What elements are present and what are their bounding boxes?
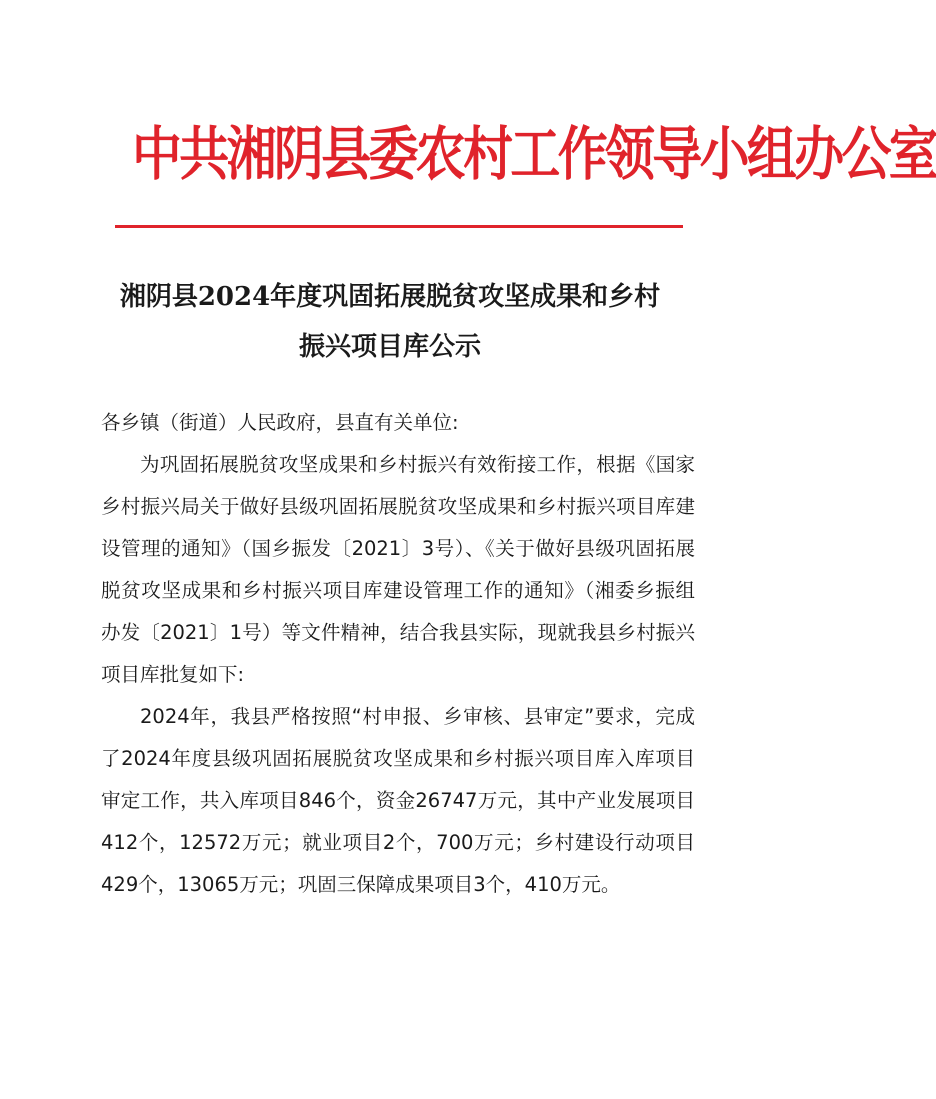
body-paragraph-1: 为巩固拓展脱贫攻坚成果和乡村振兴有效衔接工作，根据《国家乡村振兴局关于做好县级巩固拓展脱贫攻坚成果和乡村振兴项目库建设管理的通知》（国乡振发〔2021〕3号）、《关于做好县级巩固拓展脱贫攻坚成果和乡村振兴项目库建设管理工作的通知》（湘委乡振组办发〔2021〕1号）等文件精神，结合我县实际，现就我县乡村振兴项目库批复如下: xyxy=(101,453,695,686)
document-title xyxy=(80,272,700,372)
title-line-2: 振兴项目库公示 xyxy=(298,332,481,362)
body-paragraph-2: 2024年，我县严格按照“村申报、乡审核、县审定”要求，完成了2024年度县级巩固拓展脱贫攻坚成果和乡村振兴项目库入库项目审定工作，共入库项目846个，资金26747万元，其中产业发展项目412个，12572万元；就业项目2个，700万元；乡村建设行动项目429个，13065万元；巩固三保障成果项目3个，410万元。 xyxy=(101,705,695,896)
salutation: 各乡镇（街道）人民政府，县直有关单位: xyxy=(101,411,459,434)
document-body xyxy=(101,402,695,906)
letterhead-red-rule xyxy=(115,225,683,228)
title-line-1: 湘阴县2024年度巩固拓展脱贫攻坚成果和乡村 xyxy=(119,282,661,312)
letterhead-issuer: 中共湘阴县委农村工作领导小组办公室 xyxy=(132,120,936,188)
